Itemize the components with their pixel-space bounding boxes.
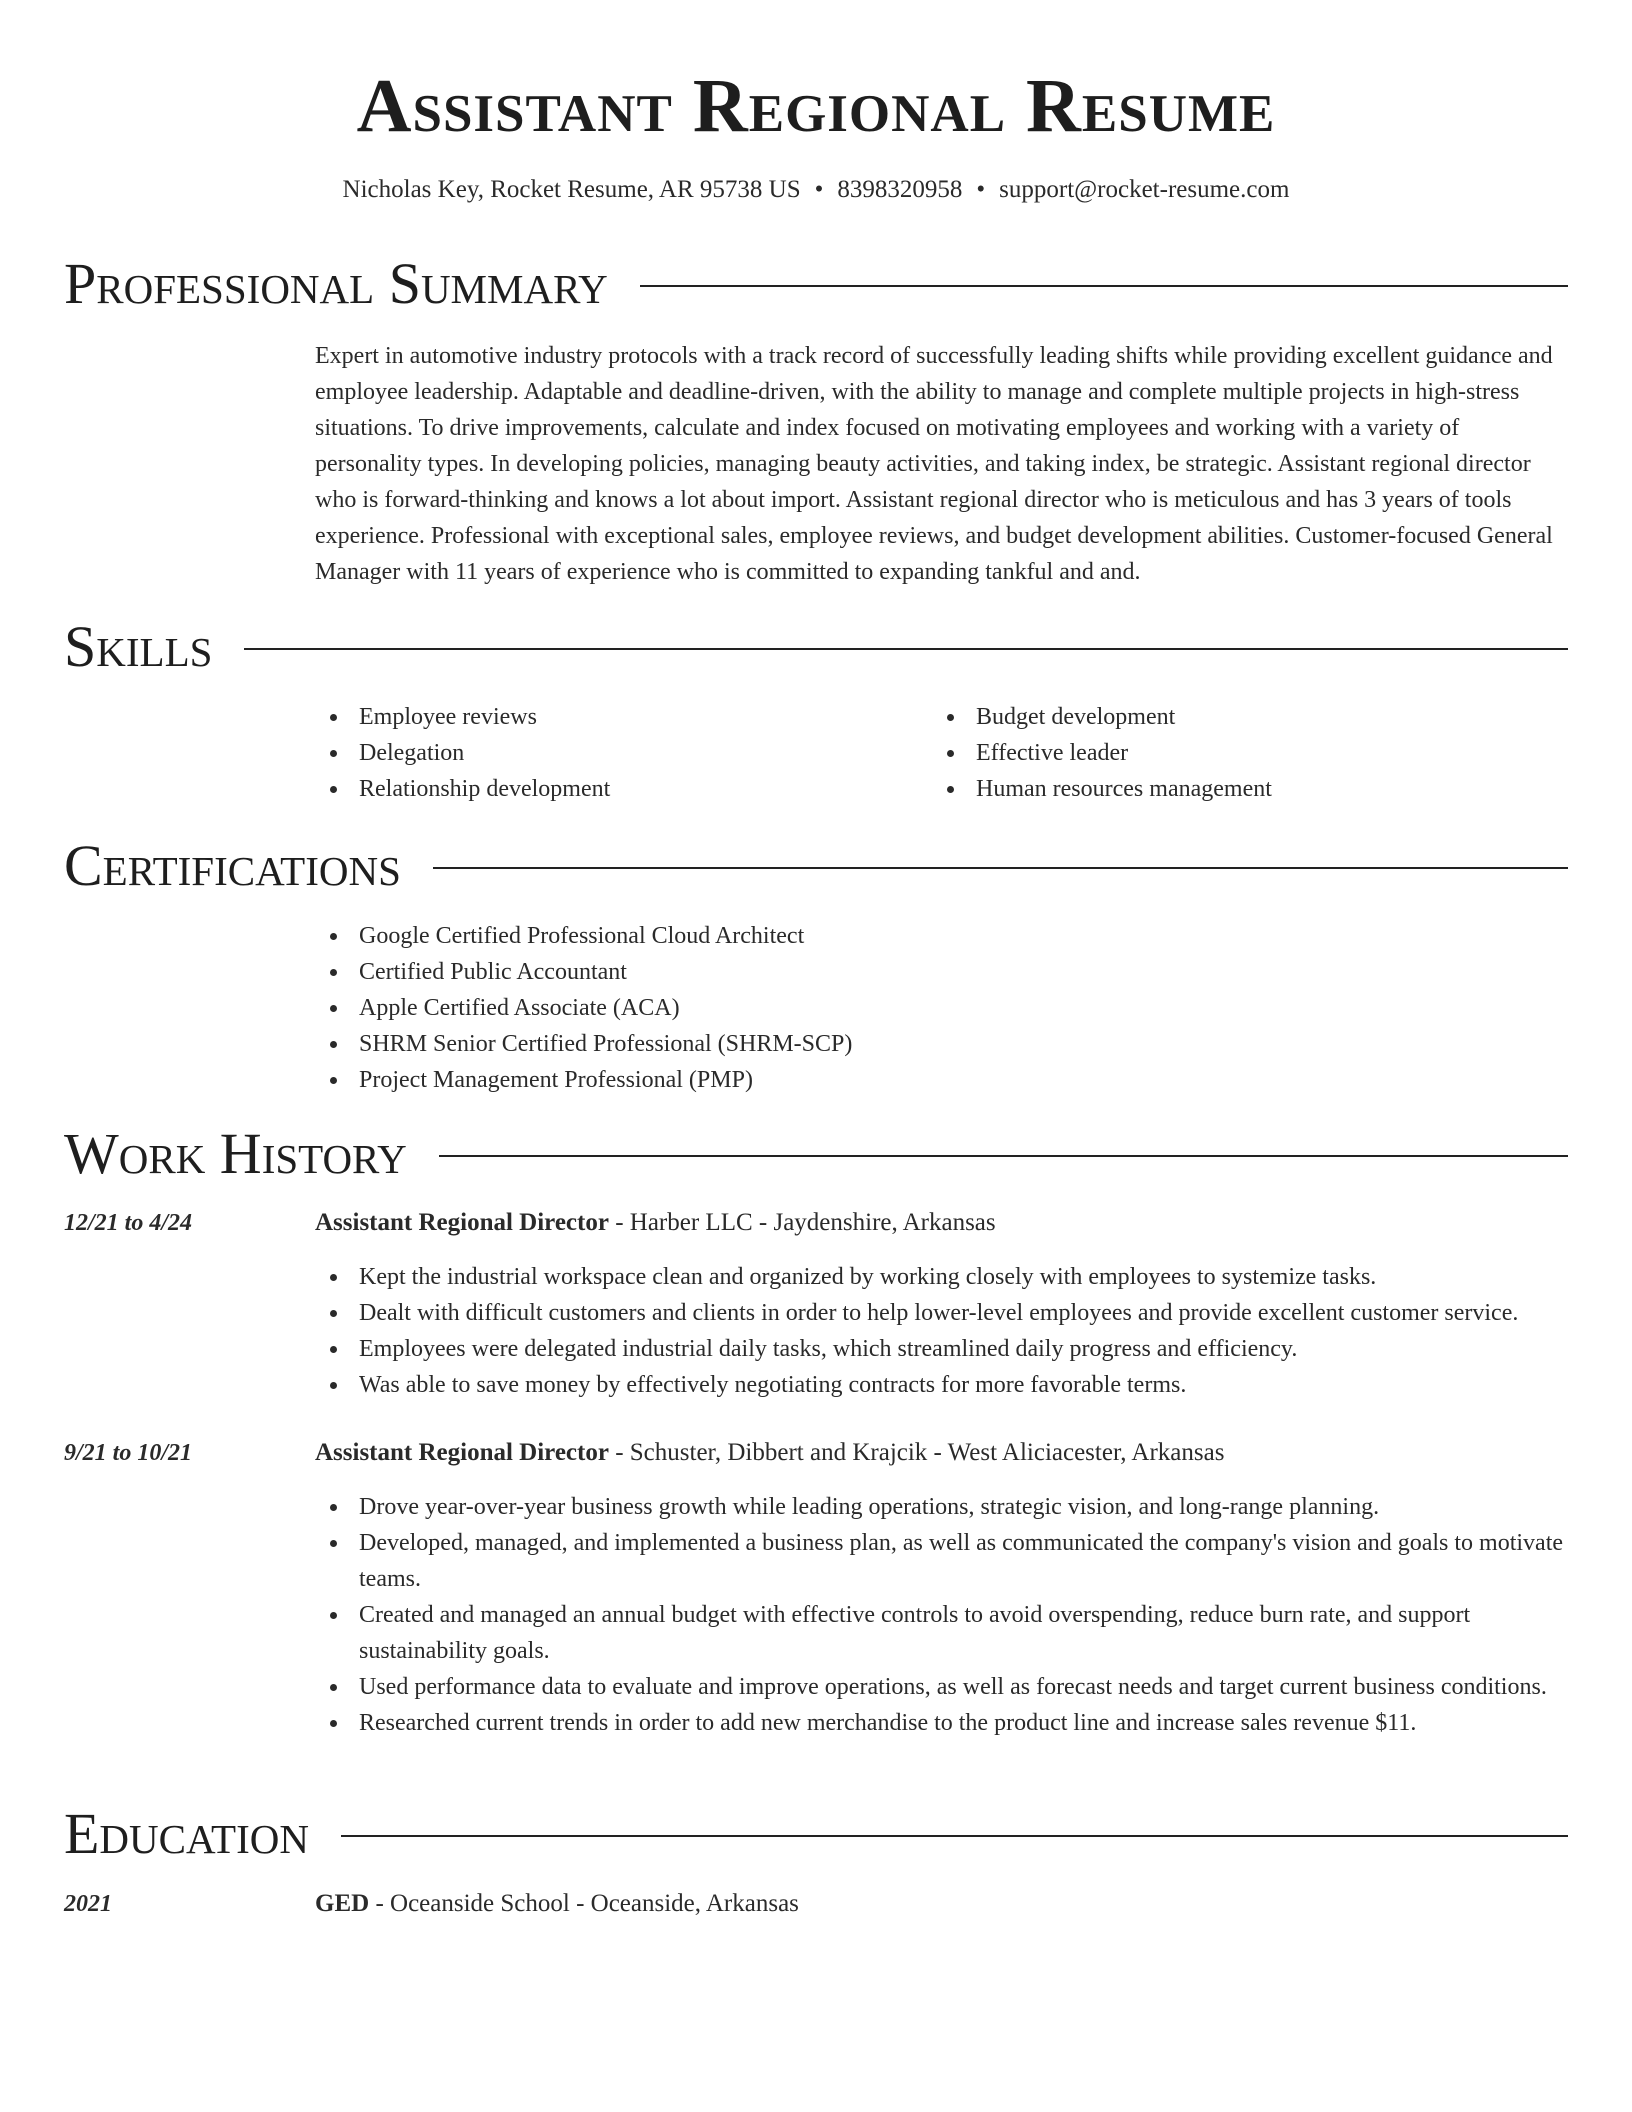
education-school: - Oceanside School - Oceanside, Arkansas xyxy=(369,1890,799,1917)
job-title: Assistant Regional Director xyxy=(315,1209,609,1236)
certification-item: SHRM Senior Certified Professional (SHRM-SCP) xyxy=(315,1026,1568,1062)
summary-heading: Professional Summary xyxy=(64,251,608,316)
certification-item: Project Management Professional (PMP) xyxy=(315,1062,1568,1098)
section-divider xyxy=(439,1155,1568,1157)
education-entry xyxy=(315,1886,1568,1922)
resume-title: Assistant Regional Resume xyxy=(356,64,1276,148)
education-date: 2021 xyxy=(64,1891,112,1917)
summary-section-header xyxy=(64,252,1568,316)
job-bullet: Created and managed an annual budget with effective controls to avoid overspending, reduce burn rate, and support sustainability goals. xyxy=(315,1597,1568,1669)
section-divider xyxy=(341,1835,1568,1837)
job-bullet: Drove year-over-year business growth while leading operations, strategic vision, and long-range planning. xyxy=(315,1489,1568,1525)
education-degree: GED xyxy=(315,1890,370,1917)
job-heading xyxy=(315,1205,1568,1241)
section-divider xyxy=(433,867,1568,869)
job-bullets xyxy=(315,1259,1568,1403)
skill-item: Budget development xyxy=(932,699,1549,735)
skill-item: Employee reviews xyxy=(315,699,932,735)
certifications-heading: Certifications xyxy=(64,833,401,898)
skills-heading: Skills xyxy=(64,614,213,679)
section-divider xyxy=(640,285,1568,287)
job-heading xyxy=(315,1435,1568,1471)
job-employer: - Schuster, Dibbert and Krajcik - West Aliciacester, Arkansas xyxy=(608,1439,1225,1466)
job-bullet: Kept the industrial workspace clean and organized by working closely with employees to systemize tasks. xyxy=(315,1259,1568,1295)
education-heading: Education xyxy=(64,1801,309,1866)
job-dates: 12/21 to 4/24 xyxy=(64,1210,193,1236)
skills-column-left xyxy=(315,699,932,807)
certification-item: Google Certified Professional Cloud Architect xyxy=(315,918,1568,954)
section-divider xyxy=(244,648,1568,650)
job-bullet: Researched current trends in order to add new merchandise to the product line and increase sales revenue $11. xyxy=(315,1705,1568,1741)
work-history-section-header xyxy=(64,1122,1568,1186)
summary-text: Expert in automotive industry protocols with a track record of successfully leading shifts while providing excellent guidance and employee leadership. Adaptable and deadline-driven, with the ability to manage and complete multiple projects in high-stress situations. To drive improvements, calculate and index focused on motivating employees and working with a variety of personality types. In developing policies, managing beauty activities, and taking index, be strategic. Assistant regional director who is forward-thinking and knows a lot about import. Assistant regional director who is meticulous and has 3 years of tools experience. Professional with exceptional sales, employee reviews, and budget development abilities. Customer-focused General Manager with 11 years of experience who is committed to expanding tankful and and. xyxy=(315,343,1553,585)
job-employer: - Harber LLC - Jaydenshire, Arkansas xyxy=(608,1209,996,1236)
contact-phone: 8398320958 xyxy=(837,176,963,203)
skill-item: Delegation xyxy=(315,735,932,771)
skills-list xyxy=(315,699,1568,807)
job-bullet: Developed, managed, and implemented a business plan, as well as communicated the company's vision and goals to motivate teams. xyxy=(315,1525,1568,1597)
job-bullets xyxy=(315,1489,1568,1741)
job-bullet: Dealt with difficult customers and clients in order to help lower-level employees and provide excellent customer service. xyxy=(315,1295,1568,1331)
contact-email: support@rocket-resume.com xyxy=(999,176,1290,203)
job-bullet: Used performance data to evaluate and improve operations, as well as forecast needs and target current business conditions. xyxy=(315,1669,1568,1705)
contact-separator: • xyxy=(976,176,986,203)
work-history-heading: Work History xyxy=(64,1121,407,1186)
certifications-list xyxy=(315,918,1568,1098)
contact-line xyxy=(0,173,1632,207)
education-section-header xyxy=(64,1802,1568,1866)
skill-item: Effective leader xyxy=(932,735,1549,771)
skill-item: Relationship development xyxy=(315,771,932,807)
certification-item: Certified Public Accountant xyxy=(315,954,1568,990)
contact-address: Nicholas Key, Rocket Resume, AR 95738 US xyxy=(342,176,801,203)
job-dates: 9/21 to 10/21 xyxy=(64,1440,193,1466)
job-title: Assistant Regional Director xyxy=(315,1439,609,1466)
job-bullet: Employees were delegated industrial daily tasks, which streamlined daily progress and efficiency. xyxy=(315,1331,1568,1367)
job-bullet: Was able to save money by effectively negotiating contracts for more favorable terms. xyxy=(315,1367,1568,1403)
skills-section-header xyxy=(64,615,1568,679)
certifications-section-header xyxy=(64,834,1568,898)
certification-item: Apple Certified Associate (ACA) xyxy=(315,990,1568,1026)
contact-separator: • xyxy=(814,176,824,203)
skill-item: Human resources management xyxy=(932,771,1549,807)
skills-column-right xyxy=(932,699,1549,807)
